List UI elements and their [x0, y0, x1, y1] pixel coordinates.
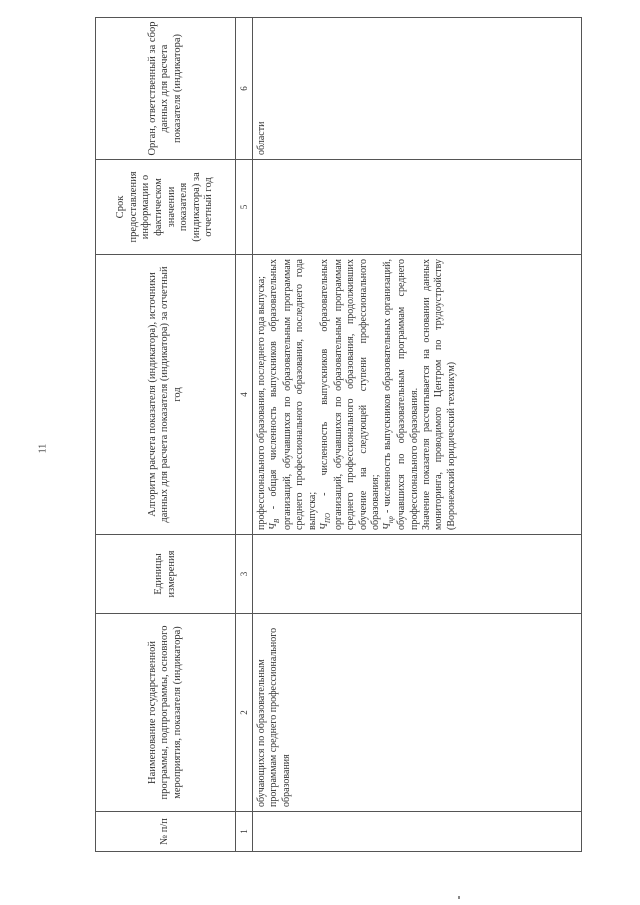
column-number: 3: [236, 535, 253, 614]
column-number: 2: [236, 614, 253, 812]
scan-mark: [458, 896, 460, 899]
column-number: 4: [236, 255, 253, 535]
cell-units: [253, 535, 582, 614]
indicator-table-area: [95, 18, 582, 852]
header-responsible-body: Орган, ответственный за сбор данных для расчета показателя (индикатора): [96, 18, 236, 160]
column-number-row: [236, 18, 253, 852]
column-number: 6: [236, 18, 253, 160]
algorithm-definition-po: $Ч_{ПО}$ - численность выпускников образовательных организаций, обучавшихся по образовательным программам среднего профессионального образования, продолживших обучение на следующей ступени профессионального образования;: [319, 259, 382, 530]
cell-algorithm: [253, 255, 582, 535]
cell-responsible-body: области: [253, 18, 582, 160]
header-indicator-name: Наименование государственной программы, подпрограммы, основного мероприятия, показателя (индикатора): [96, 614, 236, 812]
column-number: 5: [236, 160, 253, 255]
header-deadline: Срок предоставления информации о фактическом значении показателя (индикатора) за отчетный год: [96, 160, 236, 255]
algorithm-source-note: Значение показателя рассчитывается на основании данных мониторинга, проводимого Центром по трудоустройству (Воронежский юридический техникум): [420, 259, 457, 530]
symbol-ch-po: $Ч_{ПО}$: [319, 512, 333, 530]
header-number: № п/п: [96, 812, 236, 852]
symbol-ch-b: $Ч_В$: [268, 518, 282, 530]
cell-indicator-name: обучающихся по образовательным программам среднего профессионального образования: [253, 614, 582, 812]
header-row: [96, 18, 236, 852]
cell-deadline: [253, 160, 582, 255]
algorithm-definition-b: $Ч_В$ - общая численность выпускников образовательных организаций, обучавшихся по образовательным программам среднего профессионального образования, последнего года выпуска;: [268, 259, 318, 530]
symbol-ch-pr: $Ч_{пр}$: [382, 516, 396, 530]
algorithm-paragraph: профессионального образования, последнего года выпуска;: [256, 276, 267, 530]
cell-number: [253, 812, 582, 852]
header-units: Единицы измерения: [96, 535, 236, 614]
table-row: [253, 18, 582, 852]
algorithm-definition-pr: $Ч_{пр}$ - численность выпускников образовательных организаций, обучавшихся по образовательным программам среднего профессионального образования.: [382, 259, 420, 530]
page-number: 11: [37, 443, 49, 454]
header-algorithm: Алгоритм расчета показателя (индикатора), источники данных для расчета показателя (индикатора) за отчетный год: [96, 255, 236, 535]
column-number: 1: [236, 812, 253, 852]
indicator-table: [95, 17, 582, 852]
